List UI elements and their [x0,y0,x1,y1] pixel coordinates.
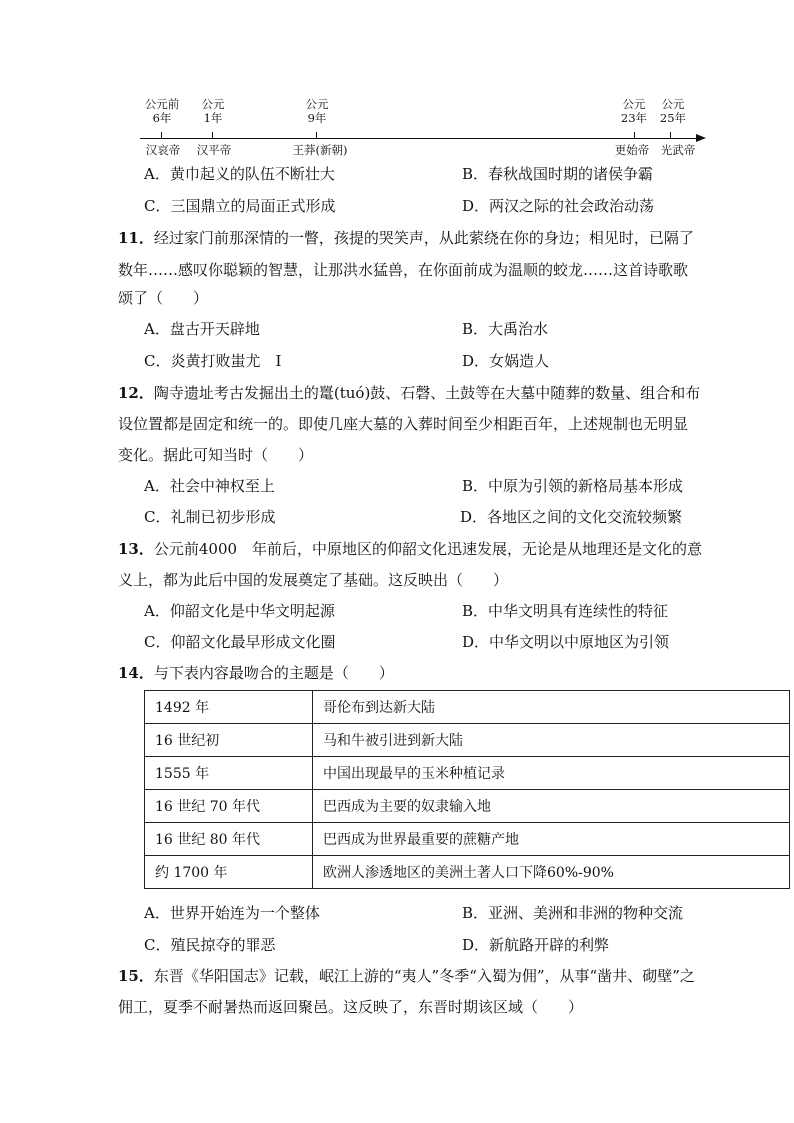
q10-option-c[interactable]: C．三国鼎立的局面正式形成 [144,197,336,215]
table-row [145,790,790,823]
q12-stem-line: 变化。据此可知当时（ ） [118,446,314,464]
timeline-point-label: 更始帝 [614,143,650,157]
q15-stem-line: 15．东晋《华阳国志》记载，岷江上游的“夷人”冬季“入蜀为佣”，从事“凿井、砌壁”之 [118,967,695,985]
q13-number: 13． [118,540,154,558]
table-row [145,856,790,889]
table-row [145,757,790,790]
table-cell-event: 巴西成为主要的奴隶输入地 [313,790,790,823]
timeline-point-label: 光武帝 [660,143,696,157]
q14-option-a[interactable]: A．世界开始连为一个整体 [144,904,320,922]
timeline [140,94,706,164]
timeline-point-top: 公元前 6年 [144,97,180,125]
q13-option-d[interactable]: D．中华文明以中原地区为引领 [462,633,670,651]
table-cell-date: 16 世纪 70 年代 [145,790,313,823]
q15-number: 15． [118,967,154,985]
q12-stem-line: 设位置都是固定和统一的。即使几座大墓的入葬时间至少相距百年，上述规制也无明显 [118,415,689,433]
table-row [145,724,790,757]
q11-number: 11． [118,229,154,247]
q11-option-c[interactable]: C．炎黄打败蚩尤 I [144,352,282,370]
table-cell-date: 约 1700 年 [145,856,313,889]
table-cell-date: 16 世纪 80 年代 [145,823,313,856]
q10-option-b[interactable]: B．春秋战国时期的诸侯争霸 [462,165,654,183]
table-cell-date: 1492 年 [145,691,313,724]
q10-option-a[interactable]: A．黄巾起义的队伍不断壮大 [144,165,335,183]
q11-stem-line: 数年……感叹你聪颖的智慧，让那洪水猛兽，在你面前成为温顺的蛟龙……这首诗歌歌 [118,261,689,279]
q12-number: 12． [118,384,154,402]
table-row [145,823,790,856]
timeline-tick [634,132,635,138]
q14-table [144,690,790,889]
table-cell-event: 哥伦布到达新大陆 [313,691,790,724]
timeline-point-label: 王莽(新朝) [292,143,348,157]
q14-option-b[interactable]: B．亚洲、美洲和非洲的物种交流 [462,904,684,922]
q13-option-c[interactable]: C．仰韶文化最早形成文化圈 [144,633,336,651]
timeline-point-label: 汉哀帝 [145,143,181,157]
timeline-tick [161,132,162,138]
q12-option-a[interactable]: A．社会中神权至上 [144,477,275,495]
timeline-tick [316,132,317,138]
q13-option-a[interactable]: A．仰韶文化是中华文明起源 [144,602,335,620]
timeline-tick [212,132,213,138]
table-row [145,691,790,724]
timeline-point-top: 公元 9年 [305,97,329,125]
q14-option-d[interactable]: D．新航路开辟的利弊 [462,936,610,954]
q11-stem-line: 11．经过家门前那深情的一瞥，孩提的哭笑声，从此萦绕在你的身边；相见时，已隔了 [118,229,694,247]
q12-stem-line: 12．陶寺遗址考古发掘出土的鼍(tuó)鼓、石磬、土鼓等在大墓中随葬的数量、组合和布 [118,384,701,402]
timeline-point-label: 汉平帝 [196,143,232,157]
table-cell-date: 16 世纪初 [145,724,313,757]
q12-option-b[interactable]: B．中原为引领的新格局基本形成 [462,477,684,495]
timeline-point-top: 公元 25年 [659,97,687,125]
timeline-axis [140,138,698,139]
timeline-tick [670,132,671,138]
q12-option-d[interactable]: D．各地区之间的文化交流较频繁 [460,508,683,526]
table-cell-date: 1555 年 [145,757,313,790]
q12-option-c[interactable]: C．礼制已初步形成 [144,508,276,526]
q13-stem-line: 义上，都为此后中国的发展奠定了基础。这反映出（ ） [118,571,509,589]
table-cell-event: 巴西成为世界最重要的蔗糖产地 [313,823,790,856]
table-cell-event: 马和牛被引进到新大陆 [313,724,790,757]
q11-stem-line: 颂了（ ） [118,289,209,307]
q10-option-d[interactable]: D．两汉之际的社会政治动荡 [462,197,655,215]
q11-option-d[interactable]: D．女娲造人 [462,352,550,370]
timeline-point-top: 公元 23年 [620,97,648,125]
q14-stem-line: 14．与下表内容最吻合的主题是（ ） [118,664,394,682]
table-cell-event: 欧洲人渗透地区的美洲土著人口下降60%-90% [313,856,790,889]
q13-option-b[interactable]: B．中华文明具有连续性的特征 [462,602,669,620]
q15-stem-line: 佣工，夏季不耐暑热而返回聚邑。这反映了，东晋时期该区域（ ） [118,998,584,1016]
timeline-arrow-icon [696,134,706,142]
table-cell-event: 中国出现最早的玉米种植记录 [313,757,790,790]
q13-stem-line: 13．公元前4000 年前后，中原地区的仰韶文化迅速发展，无论是从地理还是文化的意 [118,540,703,558]
q14-option-c[interactable]: C．殖民掠夺的罪恶 [144,936,276,954]
q11-option-a[interactable]: A．盘古开天辟地 [144,320,260,338]
timeline-point-top: 公元 1年 [201,97,225,125]
q11-option-b[interactable]: B．大禹治水 [462,320,549,338]
q14-number: 14． [118,664,154,682]
